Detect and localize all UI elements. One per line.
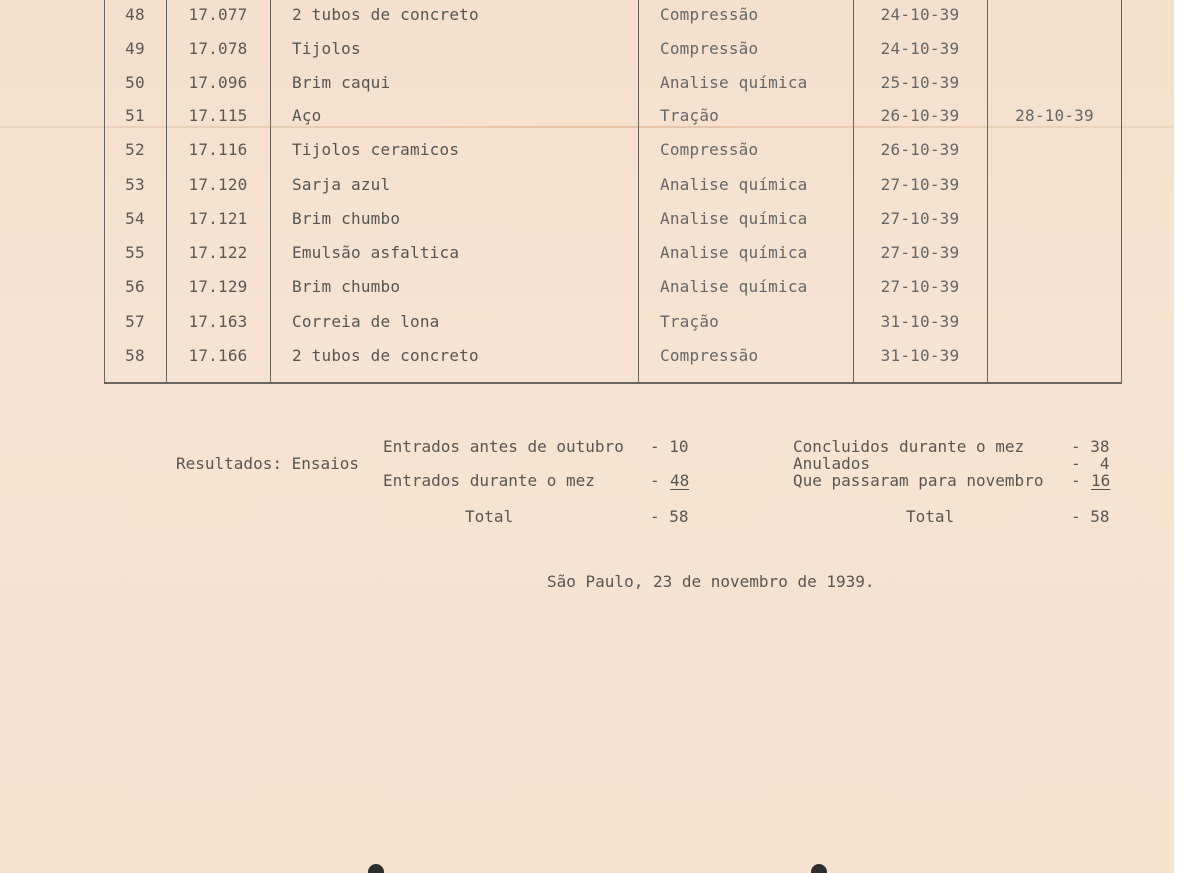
entered-during-month-label: Entrados durante o mez <box>383 471 595 490</box>
entry-date: 24-10-39 <box>880 39 960 58</box>
table-row <box>104 99 1122 133</box>
right-total-value: - 58 <box>1071 507 1110 526</box>
left-total-value: - 58 <box>650 507 689 526</box>
test-type: Analise química <box>660 243 808 262</box>
passed-to-november-dash: - <box>1071 471 1081 490</box>
entry-date: 24-10-39 <box>880 5 960 24</box>
test-type: Compressão <box>660 346 759 365</box>
test-type: Analise química <box>660 73 808 92</box>
registration-number: 17.129 <box>188 277 248 296</box>
test-type: Compressão <box>660 140 759 159</box>
test-type: Analise química <box>660 175 808 194</box>
test-type: Analise química <box>660 209 808 228</box>
row-number: 57 <box>125 312 145 331</box>
table-row <box>104 133 1122 167</box>
completion-date <box>987 339 1122 373</box>
material: Emulsão asfaltica <box>292 243 460 262</box>
row-number: 53 <box>125 175 145 194</box>
test-type: Analise química <box>660 277 808 296</box>
passed-to-november-label: Que passaram para novembro <box>793 471 1044 490</box>
registration-number: 17.122 <box>188 243 248 262</box>
row-number: 55 <box>125 243 145 262</box>
completion-date <box>987 133 1122 167</box>
completion-date <box>987 270 1122 304</box>
canceled-value: - 4 <box>1071 454 1110 473</box>
material: Tijolos <box>292 39 361 58</box>
entry-date: 26-10-39 <box>880 140 960 159</box>
punch-hole <box>368 864 384 873</box>
table-row <box>104 270 1122 304</box>
table-row <box>104 305 1122 339</box>
concluded-label: Concluidos durante o mez <box>793 437 1025 456</box>
table-row <box>104 0 1122 32</box>
left-total-label: Total <box>465 507 514 526</box>
table-row <box>104 32 1122 66</box>
entered-during-month-value: 48 <box>670 471 690 490</box>
registration-number: 17.120 <box>188 175 248 194</box>
material: Brim caqui <box>292 73 391 92</box>
completion-date <box>987 168 1122 202</box>
tests-table <box>104 0 1122 384</box>
test-type: Compressão <box>660 5 759 24</box>
material: Sarja azul <box>292 175 391 194</box>
row-number: 56 <box>125 277 145 296</box>
row-number: 54 <box>125 209 145 228</box>
right-total-label: Total <box>906 507 955 526</box>
completion-date <box>987 305 1122 339</box>
entered-before-october-value: - 10 <box>650 437 689 456</box>
completion-date <box>987 202 1122 236</box>
test-type: Tração <box>660 312 719 331</box>
passed-to-november-value: 16 <box>1091 471 1111 490</box>
material: 2 tubos de concreto <box>292 346 479 365</box>
registration-number: 17.077 <box>188 5 248 24</box>
entry-date: 27-10-39 <box>880 277 960 296</box>
material: Aço <box>292 106 322 125</box>
table-row <box>104 168 1122 202</box>
material: Brim chumbo <box>292 209 401 228</box>
entry-date: 31-10-39 <box>880 346 960 365</box>
scan-border <box>1174 0 1200 873</box>
table-row <box>104 236 1122 270</box>
completion-date <box>987 0 1122 32</box>
table-row <box>104 66 1122 100</box>
canceled-label: Anulados <box>793 454 871 473</box>
registration-number: 17.115 <box>188 106 248 125</box>
registration-number: 17.096 <box>188 73 248 92</box>
row-number: 49 <box>125 39 145 58</box>
summary-label: Resultados: Ensaios <box>176 454 360 473</box>
completion-date <box>987 66 1122 100</box>
entry-date: 27-10-39 <box>880 175 960 194</box>
place-and-date: São Paulo, 23 de novembro de 1939. <box>547 572 875 591</box>
table-border-bottom <box>104 382 1122 384</box>
entered-during-month-dash: - <box>650 471 660 490</box>
material: Correia de lona <box>292 312 440 331</box>
table-row <box>104 339 1122 373</box>
row-number: 58 <box>125 346 145 365</box>
registration-number: 17.078 <box>188 39 248 58</box>
registration-number: 17.121 <box>188 209 248 228</box>
material: Brim chumbo <box>292 277 401 296</box>
completion-date <box>987 236 1122 270</box>
entry-date: 26-10-39 <box>880 106 960 125</box>
entry-date: 31-10-39 <box>880 312 960 331</box>
registration-number: 17.163 <box>188 312 248 331</box>
test-type: Compressão <box>660 39 759 58</box>
row-number: 50 <box>125 73 145 92</box>
entered-before-october-label: Entrados antes de outubro <box>383 437 624 456</box>
row-number: 52 <box>125 140 145 159</box>
registration-number: 17.116 <box>188 140 248 159</box>
entry-date: 27-10-39 <box>880 209 960 228</box>
entry-date: 25-10-39 <box>880 73 960 92</box>
test-type: Tração <box>660 106 719 125</box>
registration-number: 17.166 <box>188 346 248 365</box>
material: 2 tubos de concreto <box>292 5 479 24</box>
punch-hole <box>811 864 827 873</box>
completion-date: 28-10-39 <box>1015 106 1094 125</box>
completion-date <box>987 32 1122 66</box>
material: Tijolos ceramicos <box>292 140 460 159</box>
concluded-value: - 38 <box>1071 437 1110 456</box>
row-number: 48 <box>125 5 145 24</box>
entry-date: 27-10-39 <box>880 243 960 262</box>
row-number: 51 <box>125 106 145 125</box>
table-row <box>104 202 1122 236</box>
